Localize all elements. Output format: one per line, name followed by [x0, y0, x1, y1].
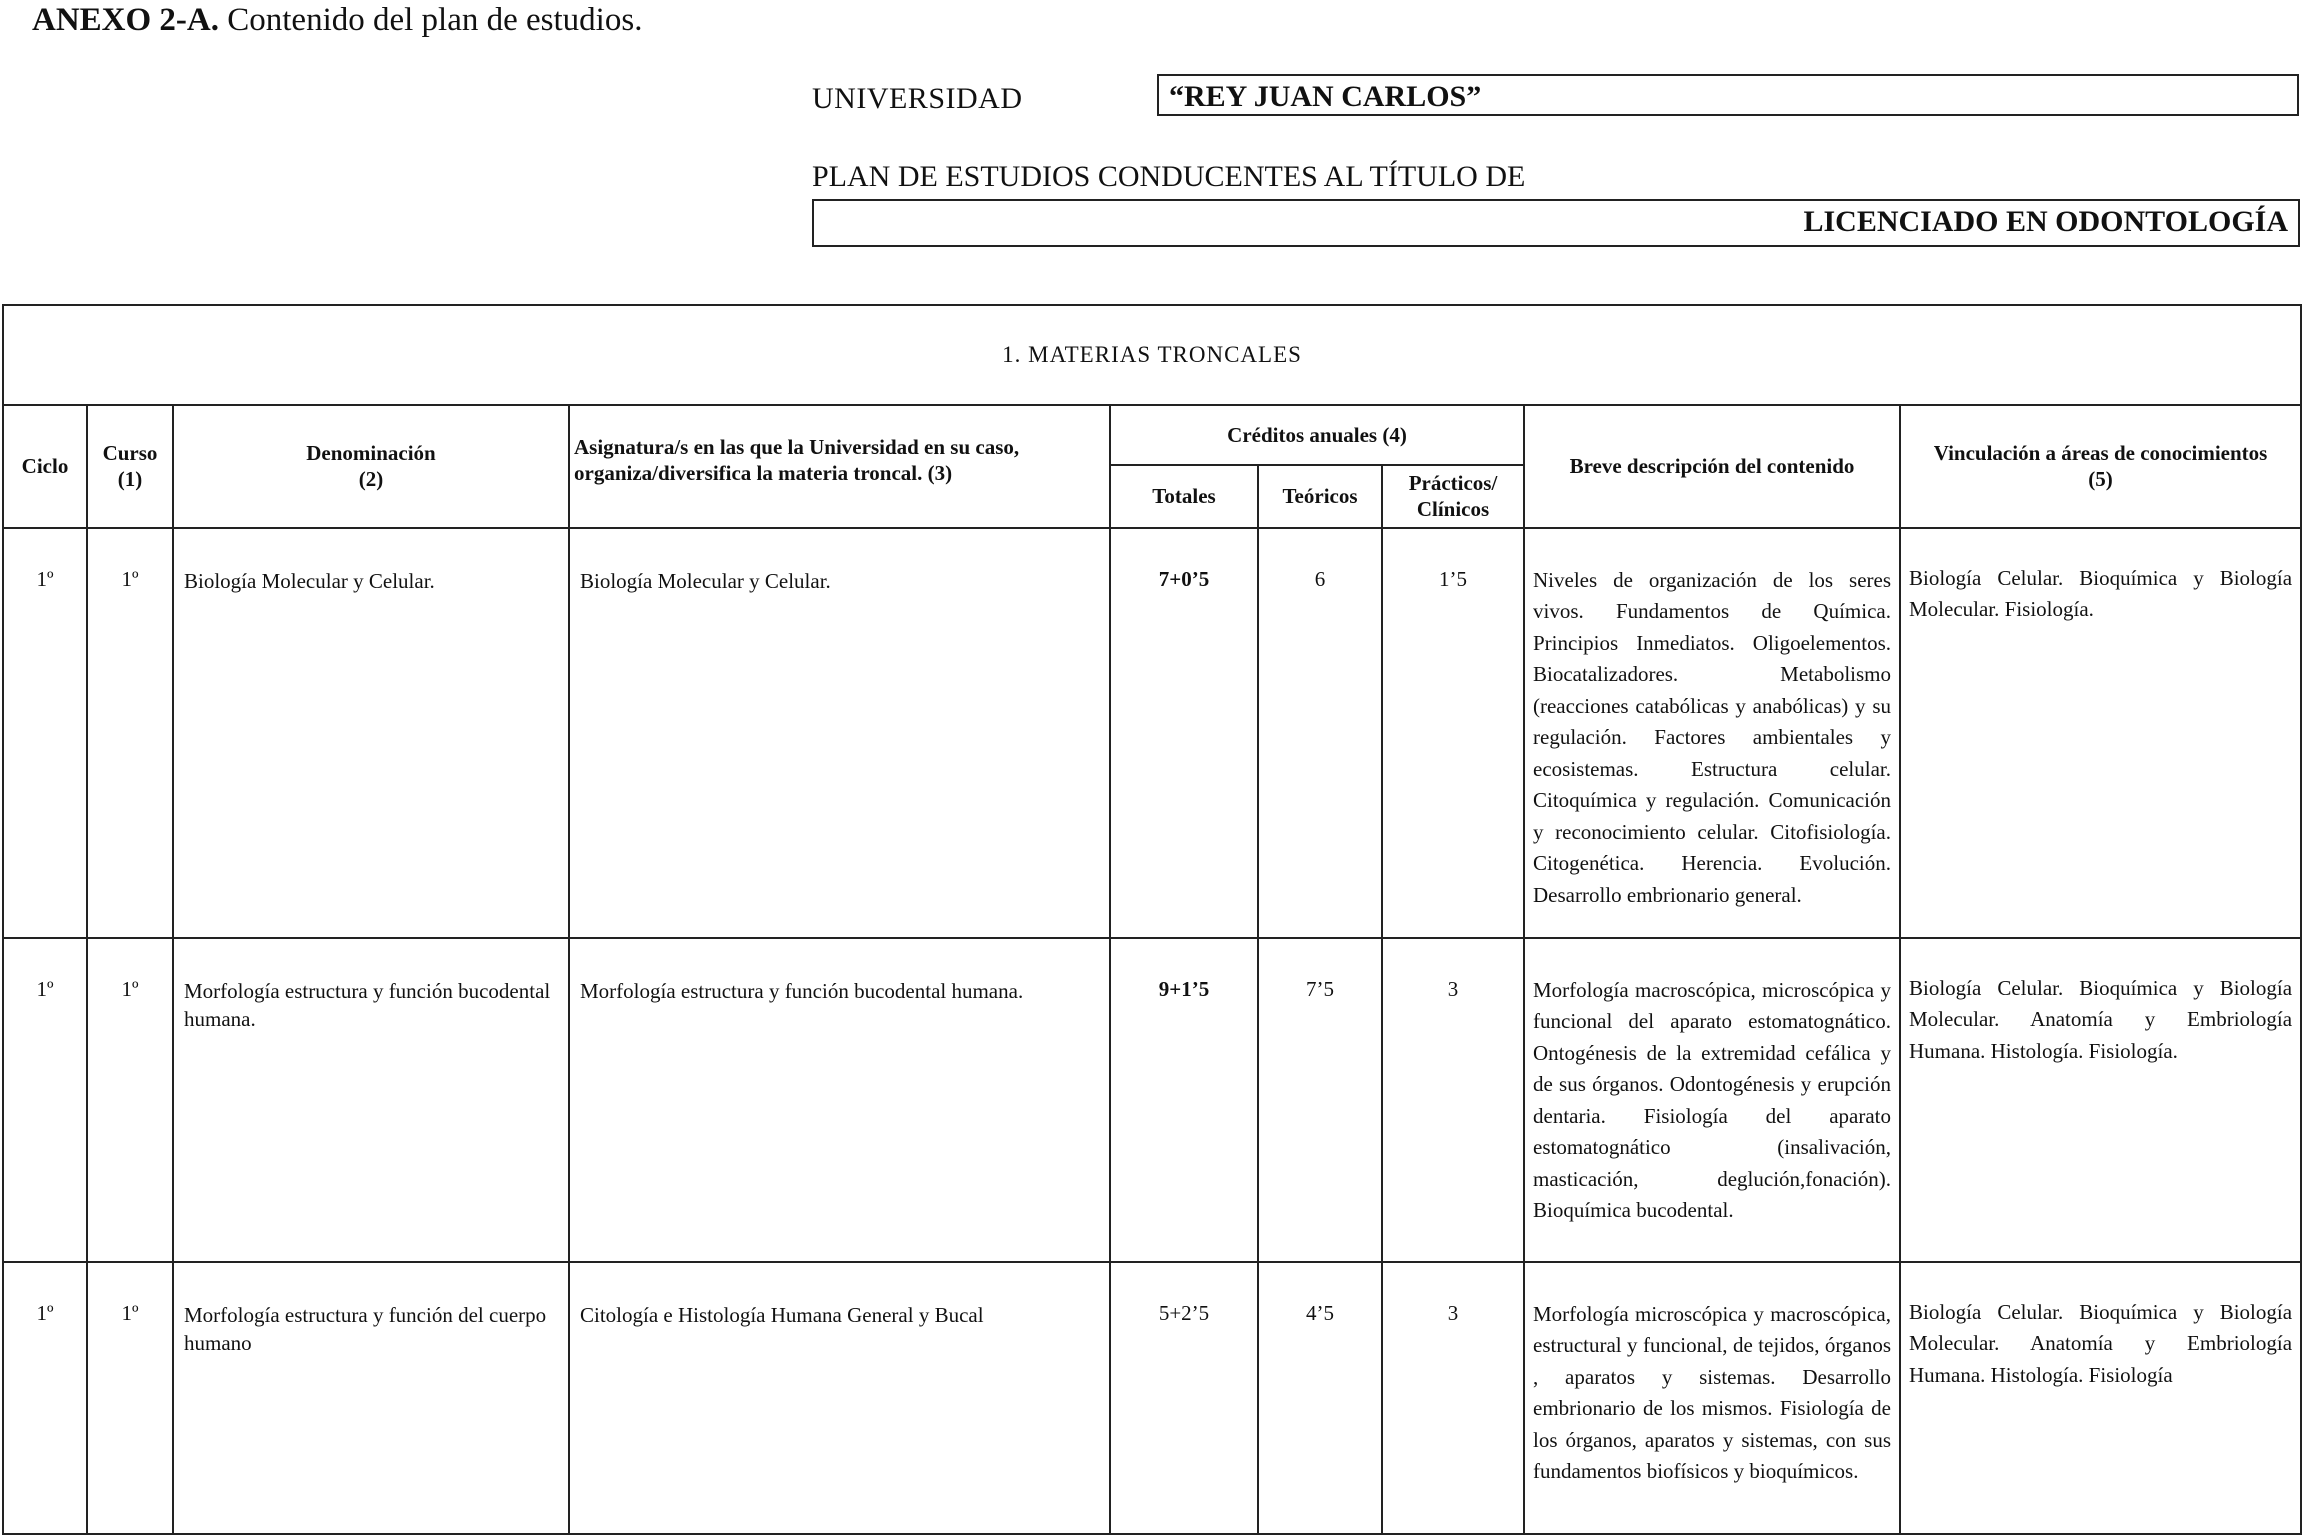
cell-totales: 5+2’5 [1110, 1262, 1258, 1534]
header-creditos: Créditos anuales (4) [1110, 405, 1524, 465]
cell-curso: 1º [87, 1262, 173, 1534]
annex-heading [32, 2, 642, 39]
cell-descripcion: Morfología macroscópica, microscópica y funcional del aparato estomatognático. Ontogénesis de la extremidad cefálica y de sus órganos. Odontogénesis y erupción dentaria. Fisiología del aparato estomatognático (insalivación, masticación, deglución,fonación). Bioquímica bucodental. [1524, 938, 1900, 1262]
plan-label: PLAN DE ESTUDIOS CONDUCENTES AL TÍTULO DE [812, 160, 1526, 193]
cell-ciclo: 1º [3, 938, 87, 1262]
header-teoricos: Teóricos [1258, 465, 1382, 528]
annex-heading-text: Contenido del plan de estudios. [227, 2, 643, 38]
cell-areas: Biología Celular. Bioquímica y Biología Molecular. Fisiología. [1900, 528, 2301, 938]
cell-ciclo: 1º [3, 1262, 87, 1534]
table-row [3, 528, 2301, 938]
header-totales: Totales [1110, 465, 1258, 528]
header-asignaturas: Asignatura/s en las que la Universidad en su caso, organiza/diversifica la materia troncal. (3) [569, 405, 1110, 528]
cell-ciclo: 1º [3, 528, 87, 938]
annex-heading-lead: ANEXO 2-A. [32, 2, 219, 38]
section-title: 1. MATERIAS TRONCALES [3, 305, 2301, 405]
cell-asignatura: Citología e Histología Humana General y Bucal [569, 1262, 1110, 1534]
header-descripcion: Breve descripción del contenido [1524, 405, 1900, 528]
cell-asignatura: Biología Molecular y Celular. [569, 528, 1110, 938]
cell-teoricos: 7’5 [1258, 938, 1382, 1262]
cell-practicos: 1’5 [1382, 528, 1524, 938]
cell-practicos: 3 [1382, 938, 1524, 1262]
university-field: “REY JUAN CARLOS” [1157, 74, 2299, 116]
cell-descripcion: Morfología microscópica y macroscópica, estructural y funcional, de tejidos, órganos , aparatos y sistemas. Desarrollo embrionario de los mismos. Fisiología de los órganos, aparatos y sistemas, con sus fundamentos biofísicos y bioquímicos. [1524, 1262, 1900, 1534]
cell-totales: 9+1’5 [1110, 938, 1258, 1262]
table-row [3, 938, 2301, 1262]
cell-denominacion: Morfología estructura y función del cuerpo humano [173, 1262, 569, 1534]
cell-curso: 1º [87, 528, 173, 938]
header-curso: Curso (1) [87, 405, 173, 528]
cell-areas: Biología Celular. Bioquímica y Biología Molecular. Anatomía y Embriología Humana. Histología. Fisiología [1900, 1262, 2301, 1534]
cell-practicos: 3 [1382, 1262, 1524, 1534]
cell-descripcion: Niveles de organización de los seres vivos. Fundamentos de Química. Principios Inmediatos. Oligoelementos. Biocatalizadores. Metabolismo (reacciones catabólicas y anabólicas) y su regulación. Factores ambientales y ecosistemas. Estructura celular. Citoquímica y regulación. Comunicación y reconocimiento celular. Citofisiología. Citogenética. Herencia. Evolución. Desarrollo embrionario general. [1524, 528, 1900, 938]
table-row [3, 1262, 2301, 1534]
cell-totales: 7+0’5 [1110, 528, 1258, 938]
cell-denominacion: Morfología estructura y función bucodental humana. [173, 938, 569, 1262]
cell-asignatura: Morfología estructura y función bucodental humana. [569, 938, 1110, 1262]
materias-troncales-table [2, 304, 2302, 1535]
cell-teoricos: 4’5 [1258, 1262, 1382, 1534]
cell-denominacion: Biología Molecular y Celular. [173, 528, 569, 938]
cell-teoricos: 6 [1258, 528, 1382, 938]
header-areas: Vinculación a áreas de conocimientos (5) [1900, 405, 2301, 528]
cell-curso: 1º [87, 938, 173, 1262]
header-denominacion: Denominación (2) [173, 405, 569, 528]
header-ciclo: Ciclo [3, 405, 87, 528]
university-label: UNIVERSIDAD [812, 82, 1023, 115]
header-practicos: Prácticos/ Clínicos [1382, 465, 1524, 528]
degree-field: LICENCIADO EN ODONTOLOGÍA [812, 199, 2300, 247]
cell-areas: Biología Celular. Bioquímica y Biología Molecular. Anatomía y Embriología Humana. Histología. Fisiología. [1900, 938, 2301, 1262]
